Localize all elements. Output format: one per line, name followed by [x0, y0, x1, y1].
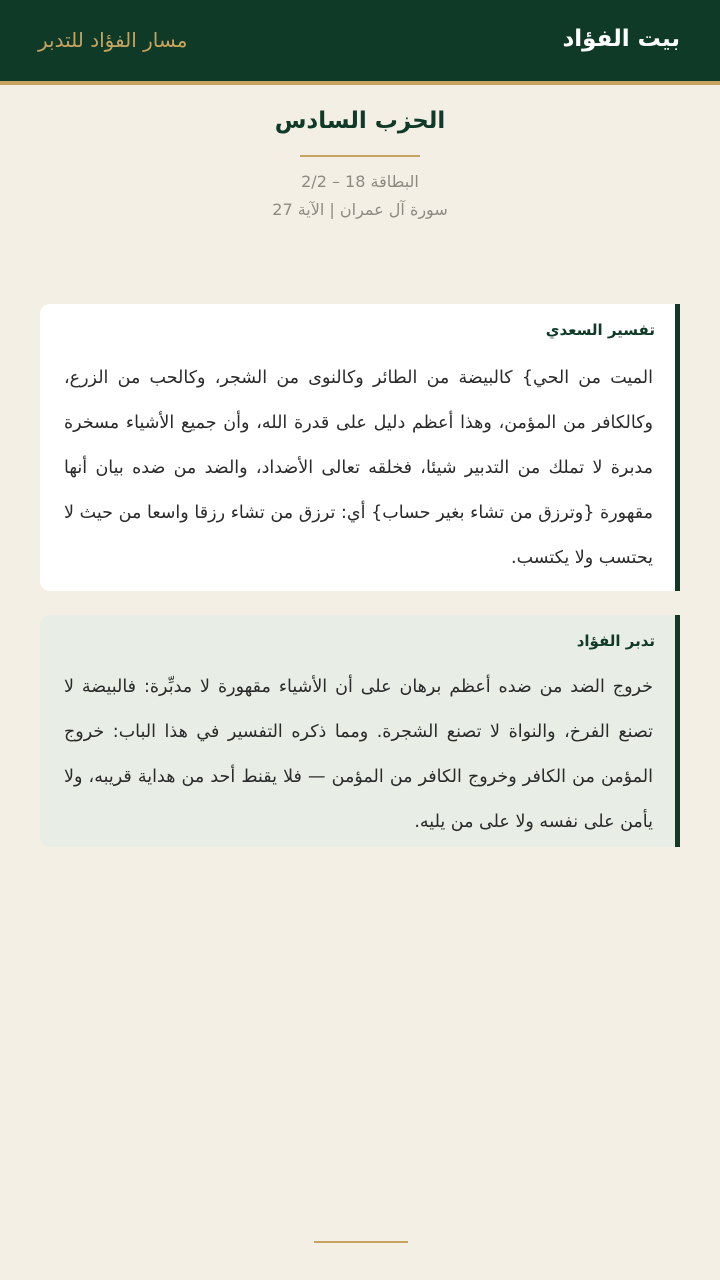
app-brand-title: بيت الفؤاد: [562, 26, 680, 52]
tadabbur-text: خروج الضد من ضده أعظم برهان على أن الأشياء مقهورة لا مدبِّرة: فالبيضة لا تصنع الفرخ، والنواة لا تصنع الشجرة. ومما ذكره التفسير في هذا الباب: خروج المؤمن من الكافر وخروج الكافر من المؤمن — فلا يقنط أحد من هداية قريبه، ولا يأمن على نفسه ولا على من يليه.: [64, 677, 653, 832]
surah-reference: سورة آل عمران | الآية 27: [272, 200, 448, 219]
tadabbur-track-link[interactable]: مسار الفؤاد للتدبر: [38, 28, 188, 52]
tadabbur-panel: [40, 615, 680, 847]
app-bar: [0, 0, 720, 85]
tafsir-title: تفسير السعدي: [545, 321, 655, 339]
tafsir-text: الميت من الحي} كالبيضة من الطائر وكالنوى من الشجر، وكالحب من الزرع، وكالكافر من المؤمن، وهذا أعظم دليل على قدرة الله، وأن جميع الأشياء مسخرة مدبرة لا تملك من التدبير شيئا، فخلقه تعالى الأضداد، والضد من ضده بيان أنها مقهورة {وترزق من تشاء بغير حساب} أي: ترزق من تشاء رزقا واسعا من حيث لا يحتسب ولا يكتسب.: [64, 368, 653, 568]
tafsir-panel: [40, 304, 680, 591]
hizb-title: الحزب السادس: [274, 108, 446, 134]
bottom-divider: [314, 1241, 408, 1243]
tadabbur-title: تدبر الفؤاد: [576, 632, 655, 650]
card-header: [0, 104, 720, 225]
card-counter: البطاقة 18 – 2/2: [301, 172, 419, 191]
title-divider: [300, 155, 420, 157]
